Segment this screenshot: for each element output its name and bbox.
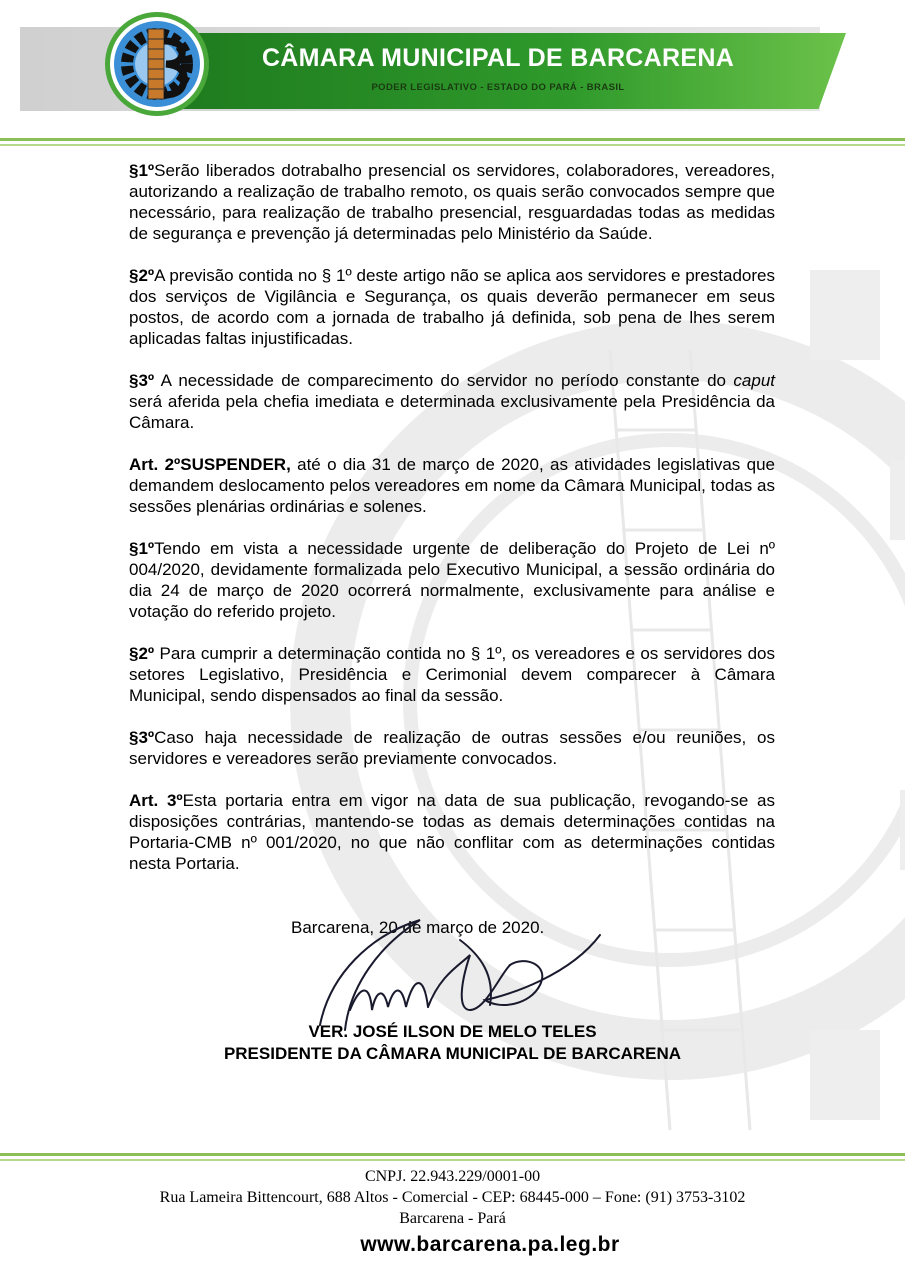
article-2: Art. 2ºSUSPENDER, até o dia 31 de março de 2020, as atividades legislativas que demandem deslocamento pelos vereadores em nome da Câmara Municipal, todas as sessões plenárias ordinárias e solenes. — [129, 455, 775, 516]
website-link[interactable]: www.barcarena.pa.leg.br — [360, 1233, 620, 1256]
institution-title: CÂMARA MUNICIPAL DE BARCARENA — [261, 44, 735, 72]
signer-name: VER. JOSÉ ILSON DE MELO TELES — [308, 1022, 597, 1041]
paragraph-2: §2ºA previsão contida no § 1º deste artigo não se aplica aos servidores e prestadores dos serviços de Vigilância e Segurança, os quais deverão permanecer em seus postos, de acordo com a jornada de trabalho já definida, sob pena de lhes serem aplicadas faltas injustificadas. — [129, 266, 775, 348]
handwritten-signature — [310, 915, 610, 1035]
signer-title: PRESIDENTE DA CÂMARA MUNICIPAL DE BARCARENA — [223, 1044, 682, 1063]
document-body — [129, 160, 775, 895]
footer-cnpj: CNPJ. 22.943.229/0001-00 — [364, 1168, 541, 1185]
institution-subtitle: PODER LEGISLATIVO - ESTADO DO PARÁ - BRASIL — [371, 82, 625, 93]
letterhead — [0, 0, 905, 150]
footer-rule — [0, 1153, 905, 1156]
paragraph-7: §3ºCaso haja necessidade de realização de outras sessões e/ou reuniões, os servidores e vereadores serão previamente convocados. — [129, 728, 775, 768]
paragraph-1: §1ºSerão liberados dotrabalho presencial os servidores, colaboradores, vereadores, autorizando a realização de trabalho remoto, os quais serão convocados sempre que necessário, para realização de trabalho presencial, resguardadas todas as medidas de segurança e prevenção já determinadas pelo Ministério da Saúde. — [129, 161, 775, 243]
signer-block — [0, 1021, 905, 1065]
footer-city: Barcarena - Pará — [399, 1210, 506, 1227]
footer-rule-thin — [0, 1159, 905, 1161]
signing-date: Barcarena, 20 de março de 2020. — [291, 918, 545, 937]
article-3: Art. 3ºEsta portaria entra em vigor na data de sua publicação, revogando-se as disposições contrárias, mantendo-se todas as demais determinações contidas na Portaria-CMB nº 001/2020, no que não conflitar com as determinações contidas nesta Portaria. — [129, 791, 775, 873]
paragraph-6: §2º Para cumprir a determinação contida no § 1º, os vereadores e os servidores dos setores Legislativo, Presidência e Cerimonial devem comparecer à Câmara Municipal, sendo dispensados ao final da sessão. — [129, 644, 775, 705]
paragraph-5: §1ºTendo em vista a necessidade urgente de deliberação do Projeto de Lei nº 004/2020, devidamente formalizada pelo Executivo Municipal, a sessão ordinária do dia 24 de março de 2020 ocorrerá normalmente, exclusivamente para análise e votação do referido projeto. — [129, 539, 775, 621]
chamber-logo — [104, 11, 210, 117]
footer-address: Rua Lameira Bittencourt, 688 Altos - Comercial - CEP: 68445-000 – Fone: (91) 3753-3102 — [159, 1189, 746, 1206]
footer-info — [0, 1166, 905, 1229]
header-rule-thin — [0, 144, 905, 146]
header-rule — [0, 138, 905, 141]
paragraph-3: §3º A necessidade de comparecimento do servidor no período constante do caput será aferida pela chefia imediata e determinada exclusivamente pela Presidência da Câmara. — [129, 371, 775, 432]
